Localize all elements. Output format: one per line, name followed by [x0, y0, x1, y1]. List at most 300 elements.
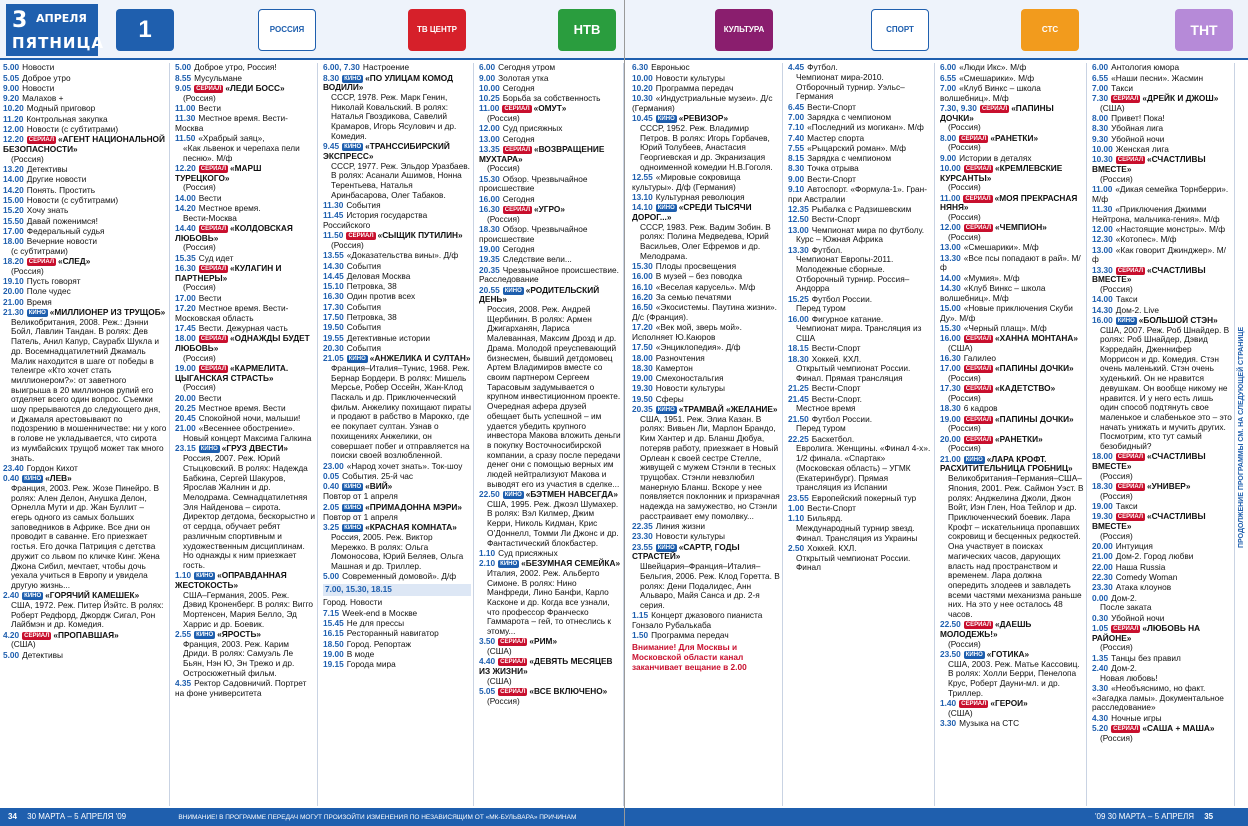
program-listing: [479, 490, 621, 549]
program-description: (США): [948, 707, 973, 718]
program-listing: [1092, 155, 1232, 185]
program-title: «Котопес». М/ф: [1115, 234, 1177, 245]
program-time: 12.20: [175, 162, 196, 173]
program-time: 1.10: [175, 570, 192, 581]
russia-logo-icon: РОССИЯ: [258, 9, 316, 51]
program-time: 3.25: [323, 522, 340, 533]
genre-badge: КИНО: [24, 593, 42, 600]
program-time: 20.00: [175, 392, 196, 403]
program-title: События. 25-й час: [342, 470, 414, 481]
program-time: 5.20: [1092, 722, 1109, 733]
program-time: 21.30: [3, 307, 24, 318]
program-time: 6.45: [788, 101, 805, 112]
program-time: 18.15: [788, 343, 809, 354]
program-listing: [788, 245, 932, 294]
program-listing: [3, 464, 167, 474]
program-time: 7.10: [788, 122, 805, 133]
program-title: Ректор Садовничий. Портрет на фоне университета: [175, 678, 307, 698]
program-title: Новости культуры: [655, 383, 725, 394]
program-title: «СЫЩИК ПУТИЛИН»: [377, 230, 463, 241]
program-listing: [3, 591, 167, 630]
program-listing: [3, 135, 167, 165]
program-listing: [632, 405, 780, 522]
program-description: (Россия): [948, 182, 981, 193]
program-title: «МОЯ ПРЕКРАСНАЯ НЯНЯ»: [940, 192, 1078, 213]
program-time: 13.00: [1092, 244, 1113, 255]
program-time: 19.15: [323, 659, 344, 670]
program-time: 1.10: [788, 513, 805, 524]
program-listing: [940, 384, 1084, 404]
program-title: Вести: [198, 192, 222, 203]
program-title: Новости культуры: [655, 72, 725, 83]
program-title: «СЧАСТЛИВЫ ВМЕСТЕ»: [1092, 511, 1206, 532]
genre-badge: СЕРИАЛ: [1117, 454, 1144, 461]
program-title: «КАДЕТСТВО»: [995, 383, 1056, 394]
program-title: Женская лига: [1115, 144, 1169, 155]
program-description: (США): [487, 646, 512, 657]
program-title: Футбол России.: [811, 413, 873, 424]
program-time: 7.00: [940, 82, 957, 93]
genre-badge: СЕРИАЛ: [965, 416, 992, 423]
program-listing: [940, 133, 1084, 153]
program-time: 1.05: [1092, 622, 1109, 633]
program-time: 11.30: [323, 199, 344, 210]
program-time: 21.00: [1092, 551, 1113, 562]
footer-dates-right: '09 30 МАРТА – 5 АПРЕЛЯ: [1095, 812, 1194, 821]
program-description: (Россия): [948, 443, 981, 454]
program-description: США, 1995. Реж. Джоэл Шумахер. В ролях: Вэл Килмер, Джим Керри, Николь Кидман, Крис О’Доннелл, Томми Ли Джонс и др. Фантастический блокбастер.: [487, 498, 619, 548]
program-time: 10.25: [479, 93, 500, 104]
program-title: «Черный плащ». М/ф: [963, 322, 1047, 333]
program-listing: [323, 523, 471, 572]
program-listing: [175, 164, 315, 194]
program-time: 22.50: [479, 489, 500, 500]
genre-badge: КИНО: [657, 407, 675, 414]
program-time: 23.30: [1092, 582, 1113, 593]
program-listing: [479, 637, 621, 657]
program-title: Такси: [1115, 501, 1138, 512]
program-title: Точка отрыва: [807, 163, 859, 174]
program-title: Comedy Woman: [1115, 572, 1178, 582]
program-description: (Россия): [183, 92, 216, 103]
program-title: Обзор. Чрезвычайное происшествие: [479, 173, 588, 194]
program-title: Петровка, 38: [346, 312, 397, 322]
program-title: «Наши песни». Жасмин: [1111, 72, 1204, 83]
program-title: Ресторанный навигатор: [346, 628, 439, 639]
program-time: 13.00: [479, 133, 500, 144]
program-time: 16.00: [479, 193, 500, 204]
program-time: 4.40: [479, 656, 496, 667]
program-listing: [323, 333, 471, 343]
program-time: 3.50: [479, 636, 496, 647]
program-title: Детективы: [26, 164, 68, 175]
program-title: «Энциклопедия». Д/ф: [655, 342, 741, 353]
genre-badge: СЕРИАЛ: [961, 701, 987, 708]
program-listing: [323, 650, 471, 660]
program-title: Европейский покерный тур: [811, 492, 917, 503]
program-time: 20.35: [632, 404, 653, 415]
program-time: 6.55: [940, 72, 957, 83]
program-time: 8.30: [1092, 123, 1109, 134]
program-title: Галилео: [963, 353, 996, 364]
column-kultura: [629, 63, 783, 806]
program-listing: [479, 104, 621, 124]
program-description: (Россия): [487, 695, 520, 706]
program-time: 14.00: [3, 174, 24, 185]
program-title: «ДЕВЯТЬ МЕСЯЦЕВ ИЗ ЖИЗНИ»: [479, 656, 613, 677]
program-time: 10.00: [940, 162, 961, 173]
program-title: «Веселая карусель». М/ф: [655, 281, 756, 292]
program-time: 9.30: [1092, 133, 1109, 144]
program-time: 15.00: [940, 302, 961, 313]
program-time: 19.00: [479, 244, 500, 255]
program-time: 3.30: [1092, 682, 1109, 693]
program-title: Новости (с субтитрами): [26, 194, 119, 205]
genre-badge: СЕРИАЛ: [500, 689, 526, 696]
program-description: (Россия): [1100, 284, 1133, 295]
program-time: 18.30: [632, 362, 653, 373]
program-listing: [1092, 664, 1232, 684]
program-time: 20.00: [3, 286, 24, 297]
program-listing: [175, 679, 315, 699]
program-listing: [323, 639, 471, 649]
program-title: «Люди Икс». М/ф: [959, 63, 1027, 73]
program-description: (Россия): [948, 122, 981, 133]
program-time: 14.00: [175, 192, 196, 203]
program-listing: [175, 134, 315, 164]
program-description: (Россия): [948, 638, 981, 649]
left-footer: [0, 808, 624, 826]
genre-badge: СЕРИАЛ: [965, 386, 992, 393]
program-time: 21.25: [788, 383, 809, 394]
program-title: Вести-Спорт: [807, 173, 856, 184]
column-tnt: [1089, 63, 1235, 806]
program-time: 0.00: [1092, 592, 1109, 603]
program-title: Камертон: [655, 362, 693, 373]
program-time: 21.50: [788, 413, 809, 424]
program-time: 19.35: [479, 254, 500, 265]
program-time: 19.00: [1092, 501, 1113, 512]
program-time: 1.40: [940, 698, 957, 709]
program-title: «МАРШ ТУРЕЦКОГО»: [175, 162, 262, 183]
program-time: 3.30: [940, 718, 957, 729]
genre-badge: СЕРИАЛ: [965, 225, 992, 232]
program-title: «Век мой, зверь мой». Исполняет Ю.Каюров: [632, 322, 742, 342]
program-title: Концерт джазового пианиста Гонзало Рубалькаба: [632, 610, 763, 630]
program-description: (Россия): [487, 213, 520, 224]
genre-badge: СЕРИАЛ: [24, 632, 50, 639]
program-listing: [940, 434, 1084, 454]
program-description: (США): [487, 675, 512, 686]
genre-badge: СЕРИАЛ: [200, 365, 227, 372]
program-time: 11.30: [175, 113, 196, 124]
program-description: После заката: [1100, 602, 1152, 613]
page-number-right: 35: [1204, 812, 1214, 821]
program-description: Чемпионат мира-2010. Отборочный турнир. Уэльс–Германия: [796, 72, 905, 102]
genre-badge: КИНО: [965, 456, 983, 463]
program-title: В моде: [346, 648, 375, 659]
program-title: «КРЕМЛЕВСКИЕ КУРСАНТЫ»: [940, 162, 1063, 183]
program-title: «Клуб Винкс – школа волшебниц». М/ф: [940, 82, 1041, 103]
program-time: 2.40: [3, 590, 20, 601]
program-time: 14.30: [323, 260, 344, 271]
program-title: «ДРЕЙК И ДЖОШ»: [1142, 93, 1219, 104]
program-time: 9.05: [175, 82, 192, 93]
program-listing: [1092, 185, 1232, 205]
program-title: «БОЛЬШОЙ СТЭН»: [1138, 314, 1218, 325]
program-time: 6.00: [479, 63, 496, 73]
program-title: «ГОТИКА»: [986, 649, 1030, 660]
program-time: 20.55: [479, 284, 500, 295]
program-description: СССР, 1983. Реж. Вадим Зобин. В ролях: Полина Медведева, Юрий Васильев, Олег Ефремов и др. Мелодрама.: [640, 221, 771, 261]
program-listing: [3, 630, 167, 650]
broadcast-notice: Внимание! Для Москвы и Московской области канал заканчивает вещание в 2.00: [632, 642, 747, 672]
program-title: Детективы: [22, 649, 63, 660]
program-description: (Россия): [948, 142, 981, 153]
date-month: АПРЕЛЯ: [36, 12, 87, 25]
program-title: Футбол России.: [811, 293, 873, 304]
program-time: 8.30: [788, 163, 805, 174]
program-time: 6.00: [940, 63, 957, 73]
program-title: Сегодня: [502, 133, 535, 144]
program-description: (Россия): [1100, 642, 1133, 653]
program-title: Новости: [22, 63, 55, 73]
program-time: 14.20: [3, 184, 24, 195]
sport-logo-icon: СПОРТ: [871, 9, 929, 51]
program-title: Вести: [198, 392, 222, 403]
program-time: 10.00: [479, 82, 500, 93]
program-title: «Смешарики». М/ф: [959, 72, 1035, 83]
program-listing: [632, 94, 780, 114]
program-listing: [323, 292, 471, 302]
program-listing: [788, 434, 932, 493]
program-time: 19.00: [940, 413, 961, 424]
program-time: 1.00: [788, 502, 805, 513]
program-title: Сегодня: [502, 244, 535, 255]
program-title: «ЛЮБОВЬ НА РАЙОНЕ»: [1092, 622, 1201, 643]
genre-badge: СЕРИАЛ: [965, 622, 992, 629]
program-listing: [479, 559, 621, 637]
program-time: 12.35: [788, 204, 809, 215]
program-title: «РИМ»: [529, 636, 558, 647]
program-title: Местное время.: [198, 202, 261, 213]
program-title: Пусть говорят: [26, 276, 81, 287]
program-description: США–Германия, 2005. Реж. Дэвид Кроненберг. В ролях: Вигго Мортенсен, Мария Белло, Эд Харрис и др. Боевик.: [183, 589, 314, 629]
program-time: 17.50: [632, 342, 653, 353]
program-title: «АГЕНТ НАЦИОНАЛЬНОЙ БЕЗОПАСНОСТИ»: [3, 134, 165, 155]
program-time: 14.00: [940, 272, 961, 283]
program-description: (Россия): [11, 265, 44, 276]
program-title: Мусульмане: [194, 72, 243, 83]
program-title: «ОДНАЖДЫ БУДЕТ ЛЮБОВЬ»: [175, 333, 310, 353]
program-time: 16.00: [632, 271, 653, 282]
program-title: «ХАННА МОНТАНА»: [995, 333, 1078, 344]
program-description: (Россия): [948, 212, 981, 222]
program-time: 5.05: [479, 686, 496, 697]
program-time: 5.00: [3, 63, 20, 73]
program-time: 13.10: [632, 192, 653, 202]
program-time: 2.10: [479, 558, 496, 569]
program-listing: [788, 514, 932, 544]
program-time: 23.55: [632, 541, 653, 552]
program-title: Разночтения: [655, 352, 705, 363]
program-listing: [940, 304, 1084, 324]
program-listing: [788, 185, 932, 205]
program-listing: [1092, 624, 1232, 654]
program-time: 8.15: [788, 153, 805, 164]
genre-badge: СЕРИАЛ: [348, 233, 374, 240]
program-title: Доброе утро, Россия!: [194, 63, 277, 73]
genre-badge: СЕРИАЛ: [965, 195, 991, 202]
footer-dates: 30 МАРТА – 5 АПРЕЛЯ '09: [27, 812, 127, 821]
program-title: События: [346, 301, 382, 312]
program-description: Россия, 2005. Реж. Виктор Мережко. В ролях: Ольга Ломоносова, Юрий Беляев, Ольга Машная и др. Триллер.: [331, 532, 464, 572]
program-title: «РОДИТЕЛЬСКИЙ ДЕНЬ»: [479, 284, 600, 305]
program-title: Суд присяжных: [498, 547, 558, 558]
genre-badge: СЕРИАЛ: [28, 259, 55, 266]
program-title: «Храбрый заяц»,: [198, 133, 265, 144]
program-title: Другие новости: [26, 174, 87, 185]
program-time: 14.30: [1092, 304, 1113, 315]
program-title: Программа передач: [655, 82, 734, 93]
program-time: 9.00: [479, 72, 496, 83]
genre-badge: СЕРИАЛ: [965, 336, 992, 343]
program-title: Мастер спорта: [807, 132, 865, 143]
program-description: США, 1972. Реж. Питер Йэйтс. В ролях: Роберт Редфорд, Джордж Сигал, Рон Лайбмэн и др. Комедия.: [11, 599, 164, 630]
program-title: «АНЖЕЛИКА И СУЛТАН»: [369, 353, 471, 364]
genre-badge: СЕРИАЛ: [504, 106, 530, 113]
program-title: «КРАСНАЯ КОМНАТА»: [365, 522, 457, 533]
program-listing: [632, 384, 780, 394]
program-title: Современный домовой». Д/ф: [342, 571, 457, 582]
program-listing: [1092, 245, 1232, 265]
program-description: Франция–Италия–Тунис, 1968. Реж. Бернар Бордери. В ролях: Мишель Мерсье, Робер Оссейн, Жан-Клод Паскаль и др. Приключенческий фильм. Анжелику похищают пираты и продают в рабство в Марокко, где ее покупает султан. Узнав о похищениях Анжелики, он совершает побег и отправляется на поиски своей возлюбленной.: [331, 362, 471, 461]
program-title: Атака клоунов: [1115, 582, 1172, 593]
program-time: 22.30: [1092, 572, 1113, 582]
program-title: Зарядка с чемпионом: [807, 153, 892, 164]
program-description: (Россия): [183, 382, 216, 393]
program-time: 22.25: [788, 433, 809, 444]
program-description: Новый концерт Максима Галкина: [183, 433, 312, 444]
program-listing: [3, 237, 167, 257]
program-time: 19.00: [175, 362, 196, 373]
program-listing: [632, 611, 780, 631]
program-listing: [323, 211, 471, 231]
program-time: 16.30: [323, 291, 344, 302]
genre-badge: СЕРИАЛ: [200, 225, 227, 232]
program-title: Дом-2. Live: [1115, 304, 1160, 315]
genre-badge: СЕРИАЛ: [1117, 267, 1144, 274]
program-title: События: [346, 199, 381, 210]
genre-badge: КИНО: [344, 525, 362, 532]
program-title: Дом-2.: [1111, 662, 1137, 673]
program-time: 11.50: [323, 230, 344, 241]
program-title: Время: [26, 296, 52, 307]
program-title: Золотая утка: [498, 72, 549, 83]
program-time: 7.00: [1092, 82, 1109, 93]
program-time: 2.05: [323, 501, 340, 512]
program-title: Убойной ночи: [1111, 612, 1165, 623]
program-time: 17.45: [175, 322, 196, 333]
program-listing: [940, 84, 1084, 104]
program-time: 20.30: [323, 342, 344, 353]
program-title: «СЧАСТЛИВЫ ВМЕСТЕ»: [1092, 264, 1206, 285]
program-title: «Необъяснимо, но факт. «Загадка ламы». Документальное расследование»: [1092, 682, 1224, 713]
program-title: «Как говорит Джинджер». М/ф: [1092, 244, 1226, 265]
program-description: Франция, 2003. Реж. Карим Дриди. В ролях: Самуэль Ле Бьян, Нэн Ю, Эн Трежо и др. Остросюжетный фильм.: [183, 638, 295, 678]
program-time: 8.30: [323, 72, 340, 83]
program-listing: [323, 302, 471, 312]
program-time: 14.45: [323, 270, 344, 281]
genre-badge: СЕРИАЛ: [504, 147, 531, 154]
program-listing: [632, 353, 780, 363]
program-title: Дом-2. Город любви: [1115, 551, 1194, 562]
program-title: Повтор от 1 апреля: [323, 491, 398, 502]
program-description: (Россия): [1100, 732, 1133, 743]
program-title: «ЛЕДИ БОСС»: [225, 82, 285, 93]
program-title: «ОМУТ»: [533, 103, 567, 114]
program-listing: [323, 251, 471, 261]
program-time: 8.00: [1092, 113, 1109, 124]
program-title: Автоспорт. «Формула-1». Гран-при Австралии: [788, 184, 927, 204]
program-title: «ВСЕ ВКЛЮЧЕНО»: [529, 686, 608, 697]
right-page: [624, 0, 1248, 826]
program-title: «БЕЗУМНАЯ СЕМЕЙКА»: [521, 558, 621, 569]
program-title: «Все псы попадают в рай». М/ф: [940, 252, 1081, 273]
program-title: «ПРИМАДОННА МЭРИ»: [365, 501, 462, 512]
program-title: «Доказательства вины». Д/ф: [346, 250, 459, 261]
program-description: (Россия): [948, 373, 981, 384]
program-time: 18.00: [1092, 451, 1113, 462]
program-time: 21.05: [323, 353, 344, 364]
program-time: 5.05: [3, 72, 20, 83]
program-listing: [3, 650, 167, 660]
program-listing: [940, 414, 1084, 434]
program-listing: [323, 354, 471, 461]
program-description: Чемпионат мира. Трансляция из США: [796, 323, 922, 344]
program-time: 4.30: [1092, 712, 1109, 723]
program-time: 1.35: [1092, 652, 1109, 663]
program-title: Доброе утро: [22, 72, 71, 83]
program-time: 18.30: [788, 353, 809, 364]
program-title: «ЯРОСТЬ»: [217, 629, 262, 640]
program-description: (Россия): [1100, 530, 1133, 541]
program-title: «ВИЙ»: [365, 481, 393, 492]
program-time: 17.30: [940, 383, 961, 394]
program-title: Вести: [198, 292, 222, 303]
program-time: 6.55: [1092, 72, 1109, 83]
program-listing: [632, 203, 780, 262]
program-title: Местное время. Вести-Московская область: [175, 302, 289, 323]
program-title: «ВОЗВРАЩЕНИЕ МУХТАРА»: [479, 144, 605, 164]
program-time: 11.00: [1092, 184, 1113, 195]
program-time: 11.20: [3, 113, 24, 124]
program-listing: [940, 104, 1084, 134]
program-time: 15.20: [3, 205, 24, 216]
program-title: Вести-Спорт: [811, 214, 861, 225]
program-title: «Клуб Винкс – школа волшебниц». М/ф: [940, 282, 1046, 303]
program-title: Наша Russia: [1115, 561, 1166, 572]
program-title: Ночные игры: [1111, 712, 1162, 723]
program-description: (Россия): [1100, 173, 1133, 184]
program-time: 20.00: [1092, 541, 1113, 552]
program-title: Спокойной ночи, малыши!: [198, 413, 301, 424]
program-listing: [175, 424, 315, 444]
continuation-note: ПРОДОЛЖЕНИЕ ПРОГРАММЫ СМ. НА СЛЕДУЮЩЕЙ СТРАНИЦЕ: [1238, 326, 1245, 548]
program-listing: [323, 313, 471, 323]
program-listing: [940, 223, 1084, 243]
program-time: 6.00: [1092, 63, 1109, 73]
